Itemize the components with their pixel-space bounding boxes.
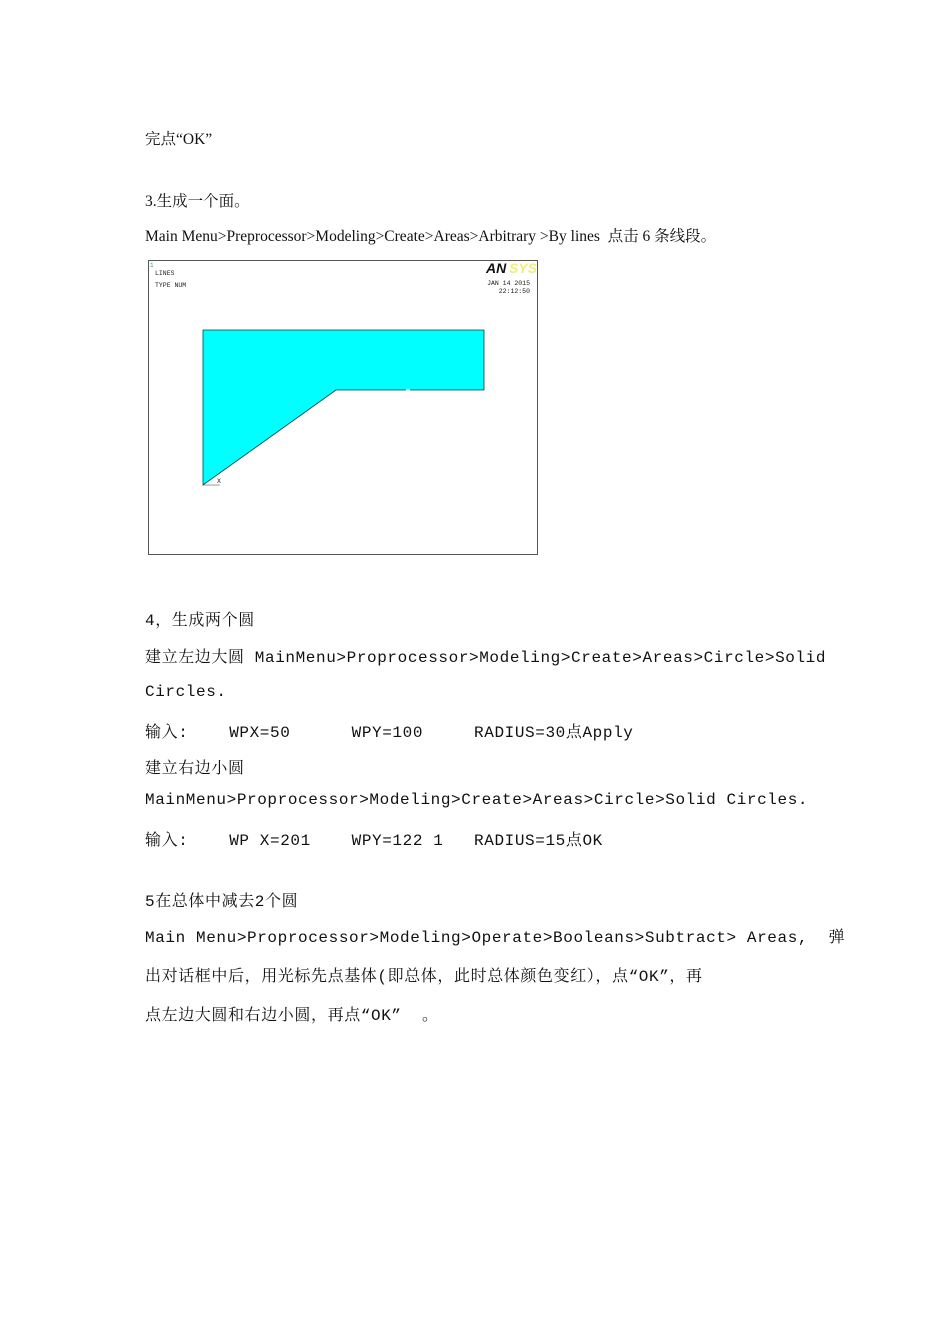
step4-heading: 4，生成两个圆 <box>145 612 255 630</box>
ansys-logo <box>485 260 538 276</box>
step4-left-circle-input: 输入: WPX=50 WPY=100 RADIUS=30点Apply <box>145 724 634 742</box>
x-axis-label: X <box>217 478 221 485</box>
step5-line-3: 点左边大圆和右边小圆，再点“OK” 。 <box>145 1007 439 1025</box>
plot-date: JAN 14 2015 <box>487 280 530 287</box>
corner-mark: 1 <box>150 262 154 269</box>
plot-label-type: TYPE NUM <box>155 282 187 289</box>
ansys-screenshot-figure <box>148 260 538 555</box>
step5-heading: 5在总体中减去2个圆 <box>145 893 299 911</box>
step5-line-1: Main Menu>Proprocessor>Modeling>Operate>Booleans>Subtract> Areas, 弹 <box>145 929 846 947</box>
step-ok-text: 完点“OK” <box>145 131 213 148</box>
plot-time: 22:12:50 <box>498 288 530 295</box>
step3-heading: 3.生成一个面。 <box>145 193 250 210</box>
step5-line-2: 出对话框中后，用光标先点基体(即总体，此时总体颜色变红），点“OK”，再 <box>145 968 703 986</box>
step4-left-circle-path-cont: Circles. <box>145 683 227 701</box>
step4-right-circle-input: 输入: WP X=201 WPY=122 1 RADIUS=15点OK <box>145 832 603 850</box>
step4-right-circle-title: 建立右边小圆 <box>145 760 245 778</box>
logo-text-dark: AN <box>486 260 507 276</box>
step3-menu-path: Main Menu>Preprocessor>Modeling>Create>Areas>Arbitrary >By lines 点击 6 条线段。 <box>145 228 717 245</box>
logo-text-light: SYS <box>509 260 538 276</box>
step4-left-circle-path: 建立左边大圆 MainMenu>Proprocessor>Modeling>Create>Areas>Circle>Solid <box>145 649 827 667</box>
plot-label-lines: LINES <box>155 270 175 277</box>
ansys-canvas <box>148 260 538 555</box>
step4-right-circle-path: MainMenu>Proprocessor>Modeling>Create>Areas>Circle>Solid Circles. <box>145 791 809 809</box>
